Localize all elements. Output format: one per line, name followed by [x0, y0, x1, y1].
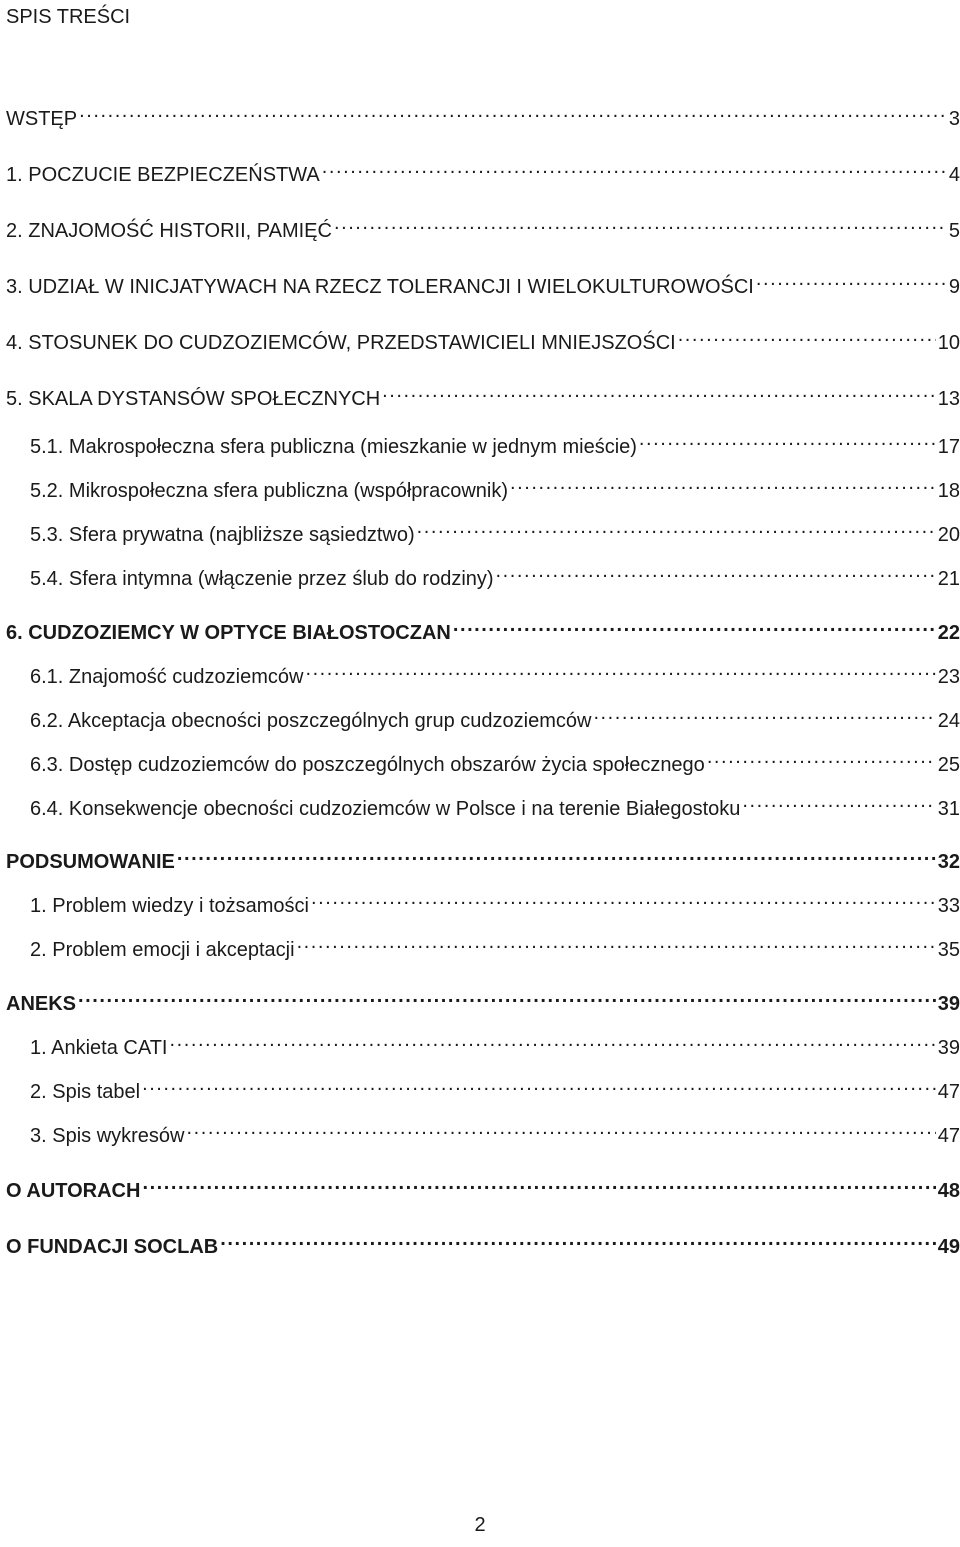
- toc-entry-label: 2. Spis tabel: [30, 1081, 141, 1103]
- toc-entry[interactable]: [6, 1169, 960, 1202]
- toc-entry-label: 5.3. Sfera prywatna (najbliższe sąsiedztwo): [30, 524, 415, 546]
- toc-entry-label: 3. Spis wykresów: [30, 1125, 185, 1147]
- toc-entry-page: 47: [937, 1125, 960, 1147]
- toc-entry[interactable]: [6, 840, 960, 873]
- dot-leader: [417, 513, 936, 541]
- toc-entry-label: 5.2. Mikrospołeczna sfera publiczna (współpracownik): [30, 480, 508, 502]
- toc-entry-label: 1. Ankieta CATI: [30, 1037, 168, 1059]
- dot-leader: [187, 1114, 936, 1142]
- toc-entry-page: 47: [937, 1081, 960, 1103]
- dot-leader: [496, 557, 936, 585]
- toc-entry[interactable]: [30, 1114, 960, 1147]
- toc-entry-label: 5.4. Sfera intymna (włączenie przez ślub do rodziny): [30, 568, 494, 590]
- toc-entry[interactable]: [6, 153, 960, 186]
- toc-entry[interactable]: [6, 1225, 960, 1258]
- toc-entry-page: 4: [948, 164, 960, 186]
- toc-entry-label: 6.4. Konsekwencje obecności cudzoziemców w Polsce i na terenie Białegostoku: [30, 798, 741, 820]
- dot-leader: [593, 699, 935, 727]
- toc-entry-label: 6.2. Akceptacja obecności poszczególnych grup cudzoziemców: [30, 710, 592, 732]
- toc-entry-label: O FUNDACJI SOCLAB: [6, 1236, 219, 1258]
- toc-entry-label: 6.1. Znajomość cudzoziemców: [30, 666, 304, 688]
- dot-leader: [707, 743, 936, 771]
- toc-entry[interactable]: [30, 1070, 960, 1103]
- toc-entry-page: 5: [948, 220, 960, 242]
- toc-entry-label: 2. Problem emocji i akceptacji: [30, 939, 295, 961]
- toc-entry-page: 31: [937, 798, 960, 820]
- dot-leader: [142, 1070, 936, 1098]
- dot-leader: [756, 265, 947, 293]
- toc-entry[interactable]: [30, 469, 960, 502]
- toc-entry-label: 5. SKALA DYSTANSÓW SPOŁECZNYCH: [6, 388, 381, 410]
- toc-entry[interactable]: [6, 982, 960, 1015]
- toc-entry[interactable]: [6, 265, 960, 298]
- toc-entry[interactable]: [30, 884, 960, 917]
- toc-entry-page: 23: [937, 666, 960, 688]
- toc-entry-page: 39: [937, 1037, 960, 1059]
- toc-entry-page: 10: [937, 332, 960, 354]
- toc-entry-page: 25: [937, 754, 960, 776]
- toc-title: SPIS TREŚCI: [6, 6, 131, 28]
- dot-leader: [322, 153, 947, 181]
- toc-entry-label: 1. POCZUCIE BEZPIECZEŃSTWA: [6, 164, 320, 186]
- toc-entry-page: 18: [937, 480, 960, 502]
- page-number: 2: [474, 1514, 486, 1536]
- toc-entry[interactable]: [30, 743, 960, 776]
- toc-entry-page: 20: [937, 524, 960, 546]
- toc-entry-label: WSTĘP: [6, 108, 78, 130]
- dot-leader: [169, 1026, 935, 1054]
- dot-leader: [297, 928, 936, 956]
- toc-entry-label: ANEKS: [6, 993, 77, 1015]
- toc-entry[interactable]: [30, 513, 960, 546]
- dot-leader: [510, 469, 936, 497]
- dot-leader: [177, 840, 936, 868]
- toc-entry-label: O AUTORACH: [6, 1180, 141, 1202]
- toc-entry-page: 33: [937, 895, 960, 917]
- toc-entry[interactable]: [30, 699, 960, 732]
- toc-entry-page: 32: [937, 851, 960, 873]
- dot-leader: [678, 321, 936, 349]
- toc-entry[interactable]: [6, 611, 960, 644]
- dot-leader: [334, 209, 947, 237]
- dot-leader: [305, 655, 935, 683]
- dot-leader: [142, 1169, 935, 1197]
- dot-leader: [742, 787, 935, 815]
- toc-entry[interactable]: [6, 97, 960, 130]
- toc-entry[interactable]: [6, 321, 960, 354]
- toc-entry-page: 17: [937, 436, 960, 458]
- toc-entry[interactable]: [6, 209, 960, 242]
- toc-entry-page: 21: [937, 568, 960, 590]
- toc-entry-page: 48: [937, 1180, 960, 1202]
- toc-entry-page: 9: [948, 276, 960, 298]
- toc-entry-label: 6.3. Dostęp cudzoziemców do poszczególnych obszarów życia społecznego: [30, 754, 705, 776]
- toc-entry[interactable]: [30, 425, 960, 458]
- toc-entry[interactable]: [6, 377, 960, 410]
- toc-entry[interactable]: [30, 787, 960, 820]
- dot-leader: [311, 884, 936, 912]
- dot-leader: [639, 425, 936, 453]
- dot-leader: [453, 611, 936, 639]
- toc-entry[interactable]: [30, 557, 960, 590]
- toc-entry-page: 39: [937, 993, 960, 1015]
- dot-leader: [382, 377, 936, 405]
- toc-entry-page: 35: [937, 939, 960, 961]
- toc-entry-label: 3. UDZIAŁ W INICJATYWACH NA RZECZ TOLERANCJI I WIELOKULTUROWOŚCI: [6, 276, 754, 298]
- dot-leader: [79, 97, 947, 125]
- toc-entry-page: 3: [948, 108, 960, 130]
- toc-entry-page: 22: [937, 622, 960, 644]
- toc-entry-page: 24: [937, 710, 960, 732]
- toc-entry[interactable]: [30, 928, 960, 961]
- toc-entry[interactable]: [30, 1026, 960, 1059]
- toc-entry-page: 13: [937, 388, 960, 410]
- toc-entry-label: 6. CUDZOZIEMCY W OPTYCE BIAŁOSTOCZAN: [6, 622, 451, 644]
- dot-leader: [220, 1225, 936, 1253]
- toc-entry-label: 5.1. Makrospołeczna sfera publiczna (mieszkanie w jednym mieście): [30, 436, 637, 458]
- toc-entry-page: 49: [937, 1236, 960, 1258]
- toc-entry[interactable]: [30, 655, 960, 688]
- dot-leader: [78, 982, 936, 1010]
- toc-entry-label: 4. STOSUNEK DO CUDZOZIEMCÓW, PRZEDSTAWICIELI MNIEJSZOŚCI: [6, 332, 676, 354]
- toc-entry-label: 1. Problem wiedzy i tożsamości: [30, 895, 309, 917]
- toc-entry-label: PODSUMOWANIE: [6, 851, 175, 873]
- toc-entry-label: 2. ZNAJOMOŚĆ HISTORII, PAMIĘĆ: [6, 220, 332, 242]
